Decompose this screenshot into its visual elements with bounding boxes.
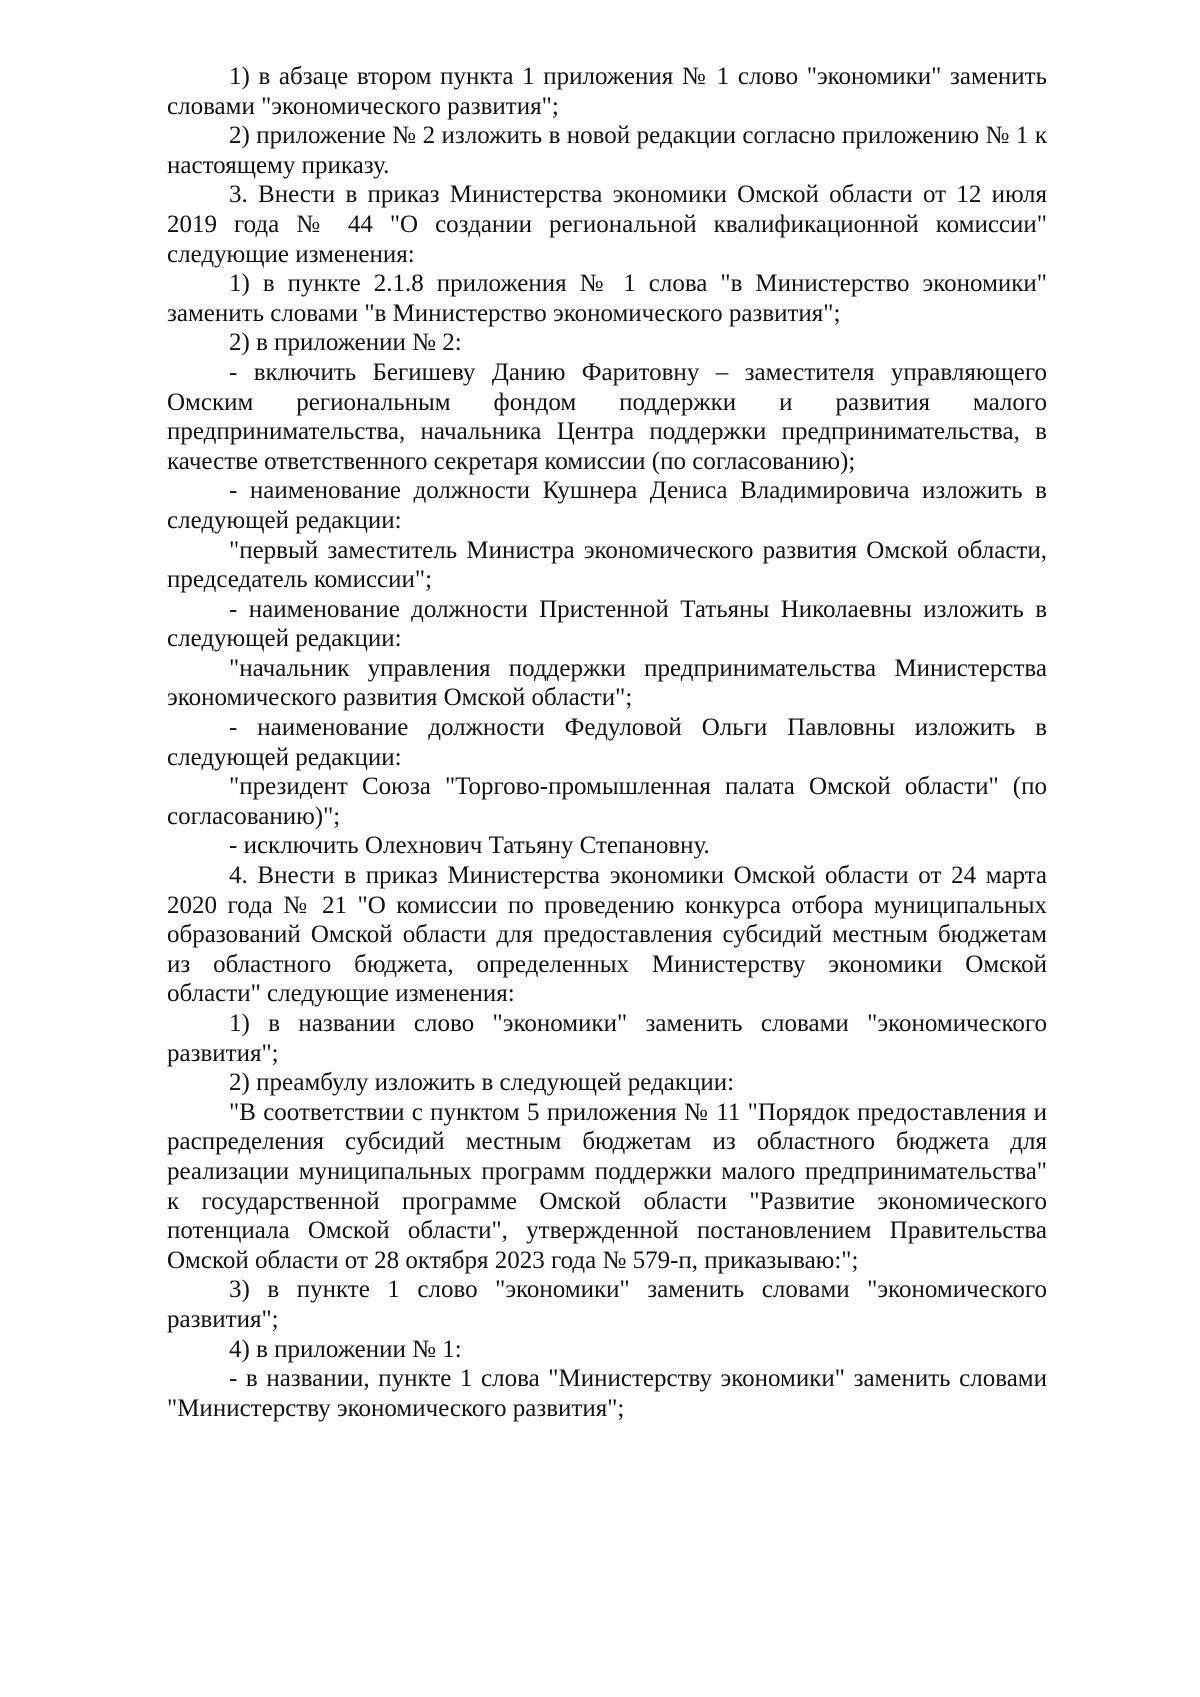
paragraph: 4. Внести в приказ Министерства экономики Омской области от 24 марта 2020 года № 21 "О комиссии по проведению конкурса отбора муниципальных образований Омской области для предоставления субсидий местным бюджетам из областного бюджета, определенных Министерству экономики Омской области" следующие изменения: [167,862,1047,1008]
paragraph: 3) в пункте 1 слово "экономики" заменить словами "экономического развития"; [167,1276,1047,1333]
paragraph: - в названии, пункте 1 слова "Министерству экономики" заменить словами "Министерству экономического развития"; [167,1365,1047,1422]
paragraph: 2) приложение № 2 изложить в новой редакции согласно приложению № 1 к настоящему приказу. [167,122,1047,179]
paragraph: - включить Бегишеву Данию Фаритовну – заместителя управляющего Омским региональным фондом поддержки и развития малого предпринимательства, начальника Центра поддержки предпринимательства, в качестве ответственного секретаря комиссии (по согласованию); [167,358,1047,475]
paragraph: "президент Союза "Торгово-промышленная палата Омской области" (по согласованию)"; [167,773,1047,830]
paragraph: 2) преамбулу изложить в следующей редакции: [229,1069,735,1097]
paragraph: 2) в приложении № 2: [229,329,462,357]
paragraph: 3. Внести в приказ Министерства экономики Омской области от 12 июля 2019 года № 44 "О создании региональной квалификационной комиссии" следующие изменения: [167,181,1047,268]
paragraph: - наименование должности Федуловой Ольги Павловны изложить в следующей редакции: [167,714,1047,771]
paragraph: "первый заместитель Министра экономического развития Омской области, председатель комиссии"; [167,536,1047,594]
paragraph: 4) в приложении № 1: [229,1335,462,1363]
paragraph: "начальник управления поддержки предпринимательства Министерства экономического развития Омской области"; [167,654,1047,712]
paragraph: - наименование должности Кушнера Дениса Владимировича изложить в следующей редакции: [167,477,1047,534]
paragraph: - наименование должности Пристенной Татьяны Николаевны изложить в следующей редакции: [167,595,1047,653]
paragraph: 1) в абзаце втором пункта 1 приложения № 1 слово "экономики" заменить словами "экономического развития"; [167,63,1047,120]
document-body [167,62,1047,1423]
paragraph: "В соответствии с пунктом 5 приложения № 11 "Порядок предоставления и распределения субсидий местным бюджетам из областного бюджета для реализации муниципальных программ поддержки малого предпринимательства" к государственной программе Омской области "Развитие экономического потенциала Омской области", утвержденной постановлением Правительства Омской области от 28 октября 2023 года № 579-п, приказываю:"; [167,1098,1047,1274]
paragraph: 1) в пункте 2.1.8 приложения № 1 слова "в Министерство экономики" заменить словами "в Министерство экономического развития"; [167,270,1047,327]
paragraph: 1) в названии слово "экономики" заменить словами "экономического развития"; [167,1010,1047,1067]
paragraph: - исключить Олехнович Татьяну Степановну. [229,832,710,860]
